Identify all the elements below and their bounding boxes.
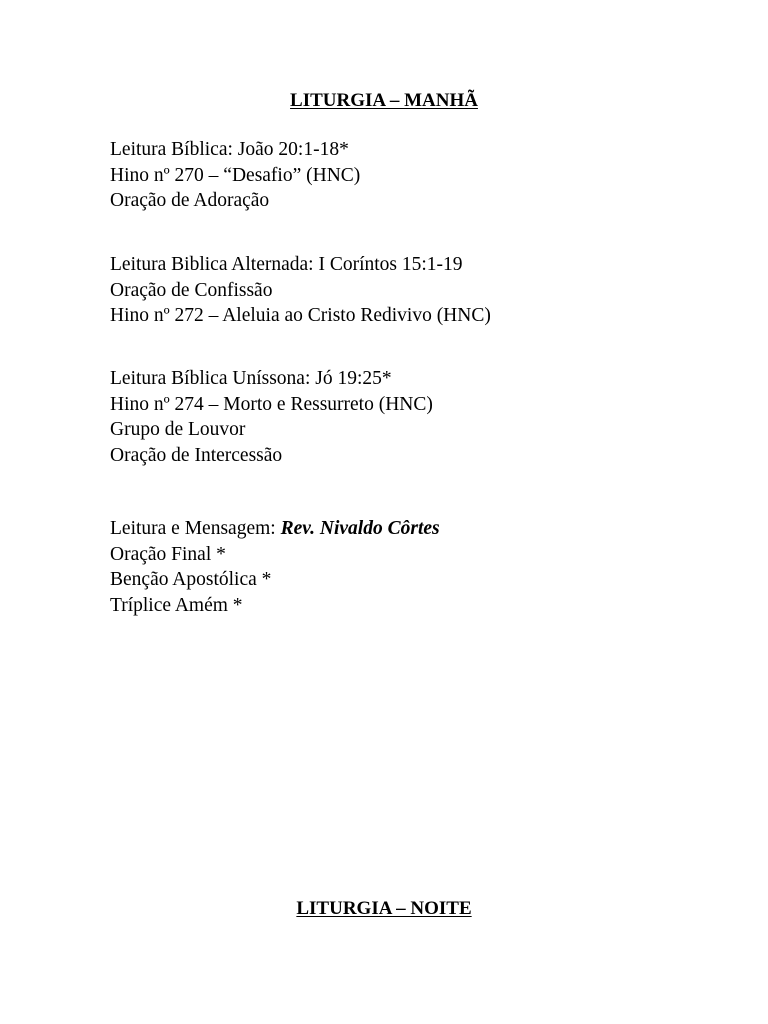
confession-prayer-line: Oração de Confissão <box>110 279 273 301</box>
unison-reading-line: Leitura Bíblica Uníssona: Jó 19:25* <box>110 368 392 389</box>
message-label: Leitura e Mensagem: <box>110 518 281 539</box>
scripture-reading-line: Leitura Bíblica: João 20:1-18* <box>110 139 349 160</box>
hymn-line: Hino nº 274 – Morto e Ressurreto (HNC) <box>110 393 433 415</box>
hymn-line: Hino nº 270 – “Desafio” (HNC) <box>110 164 361 186</box>
evening-liturgy-heading: LITURGIA – NOITE <box>296 898 472 919</box>
morning-section-3 <box>110 366 730 468</box>
worship-group-line: Grupo de Louvor <box>110 419 246 440</box>
triple-amen-line: Tríplice Amém * <box>110 594 243 616</box>
morning-section-1 <box>110 137 730 214</box>
morning-liturgy-heading: LITURGIA – MANHÃ <box>290 90 478 111</box>
hymn-line: Hino nº 272 – Aleluia ao Cristo Redivivo (HNC) <box>110 305 491 326</box>
morning-section-2 <box>110 252 730 329</box>
message-line <box>110 516 730 542</box>
message-speaker: Rev. Nivaldo Côrtes <box>280 518 440 539</box>
benediction-line: Benção Apostólica * <box>110 569 272 590</box>
morning-section-4 <box>110 516 730 618</box>
intercession-prayer-line: Oração de Intercessão <box>110 444 283 466</box>
final-prayer-line: Oração Final * <box>110 543 226 565</box>
prayer-line: Oração de Adoração <box>110 190 270 211</box>
alternate-reading-line: Leitura Biblica Alternada: I Coríntos 15:1-19 <box>110 254 463 275</box>
